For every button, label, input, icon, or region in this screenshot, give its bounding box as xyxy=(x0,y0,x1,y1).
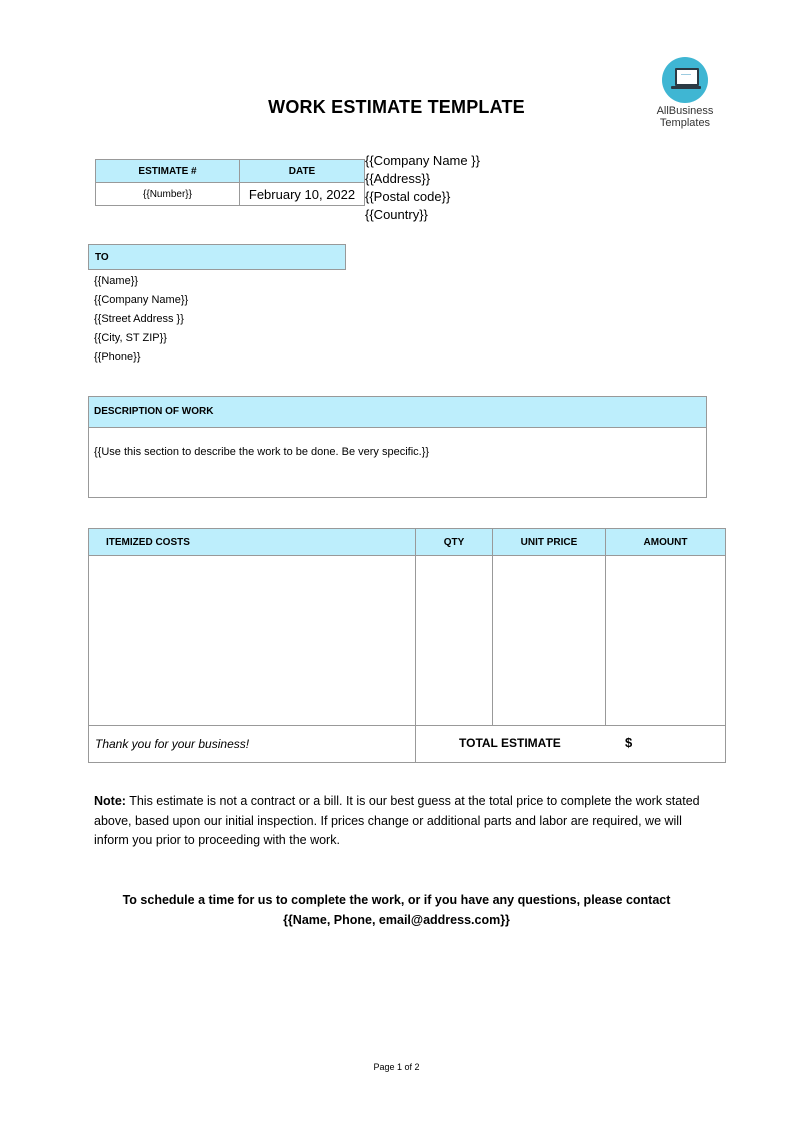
company-name: {{Company Name }} xyxy=(365,153,480,168)
page-title: WORK ESTIMATE TEMPLATE xyxy=(268,97,525,117)
estimate-table xyxy=(95,159,365,206)
company-postal-code: {{Postal code}} xyxy=(365,189,451,204)
to-street-address: {{Street Address }} xyxy=(94,313,184,325)
logo-line-1: AllBusiness xyxy=(656,105,714,117)
qty-cell[interactable] xyxy=(416,556,493,726)
company-country: {{Country}} xyxy=(365,207,428,222)
itemized-costs-header: ITEMIZED COSTS xyxy=(89,529,416,556)
qty-header: QTY xyxy=(416,529,493,556)
estimate-number-field[interactable]: {{Number}} xyxy=(96,183,240,206)
description-of-work-box xyxy=(88,396,707,498)
estimate-number-header: ESTIMATE # xyxy=(96,160,240,183)
total-estimate-cell xyxy=(416,726,726,763)
logo-line-2: Templates xyxy=(659,117,711,129)
company-block xyxy=(365,152,480,224)
contact-line-2: {{Name, Phone, email@address.com}} xyxy=(283,912,510,927)
description-text[interactable]: {{Use this section to describe the work to be done. Be very specific.}} xyxy=(94,446,430,458)
note-text: This estimate is not a contract or a bill. It is our best guess at the total price to complete the work stated above, based upon our initial inspection. If prices change or additional parts and labor are required, we will inform you prior to proceeding with the work. xyxy=(94,794,700,847)
contact-block xyxy=(0,891,793,930)
to-name: {{Name}} xyxy=(94,275,139,287)
to-address-block xyxy=(94,272,188,367)
note-label: Note: xyxy=(94,794,126,808)
unit-price-cell[interactable] xyxy=(493,556,606,726)
to-city-st-zip: {{City, ST ZIP}} xyxy=(94,332,167,344)
itemized-costs-table xyxy=(88,528,726,763)
total-estimate-value[interactable]: $ xyxy=(625,735,633,750)
date-field[interactable]: February 10, 2022 xyxy=(240,183,365,206)
to-company-name: {{Company Name}} xyxy=(94,294,189,306)
total-estimate-label: TOTAL ESTIMATE xyxy=(459,736,561,750)
page-number: Page 1 of 2 xyxy=(373,1062,420,1072)
date-header: DATE xyxy=(240,160,365,183)
amount-header: AMOUNT xyxy=(606,529,726,556)
note-paragraph xyxy=(94,792,714,851)
itemized-costs-cell[interactable] xyxy=(89,556,416,726)
thank-you-message: Thank you for your business! xyxy=(89,726,416,763)
to-phone: {{Phone}} xyxy=(94,351,141,363)
amount-cell[interactable] xyxy=(606,556,726,726)
to-heading: TO xyxy=(88,244,346,270)
contact-line-1: To schedule a time for us to complete the work, or if you have any questions, please contact xyxy=(122,893,671,907)
description-heading: DESCRIPTION OF WORK xyxy=(89,397,706,428)
unit-price-header: UNIT PRICE xyxy=(493,529,606,556)
company-address: {{Address}} xyxy=(365,171,431,186)
